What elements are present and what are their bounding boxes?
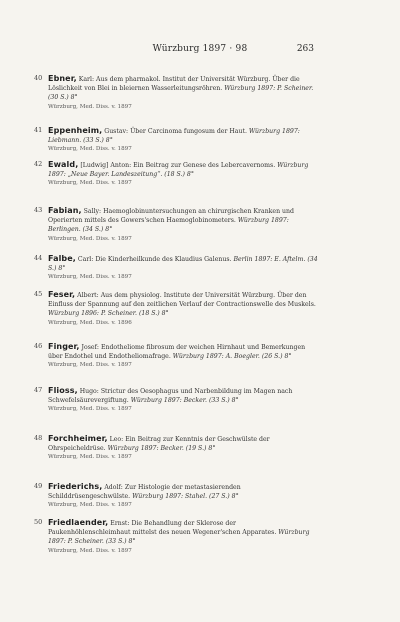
entry-publication: Würzburg 1897: Becker. (19 S.) 8°	[107, 445, 216, 453]
entry-title: Zur Histologie der metastasierenden Schilddrüsengeschwülste.	[48, 484, 241, 501]
page-number: 263	[296, 44, 314, 54]
entry-surname: Finger,	[48, 342, 80, 351]
entry-surname: Feser,	[48, 290, 76, 299]
entry-publication: Berlin 1897: E. Aftelm. (34 S.) 8°	[48, 256, 318, 273]
entry-number: 43	[34, 206, 43, 214]
entry-40	[34, 74, 318, 112]
entry-given-name: Sally:	[83, 208, 102, 215]
entry-surname: Flioss,	[48, 386, 78, 395]
entry-surname: Friederichs,	[48, 482, 103, 491]
entry-place: Würzburg, Med. Diss. v. 1897	[48, 362, 132, 369]
entry-title: Aus dem pharmakol. Institut der Universität Würzburg. Über die Löslichkeit von Blei in bleiernen Wasserleitungsröhren.	[48, 76, 300, 93]
entry-given-name: Adolf:	[104, 484, 123, 491]
entry-given-name: Karl:	[78, 76, 95, 83]
entry-place: Würzburg, Med. Diss. v. 1897	[48, 235, 132, 242]
entry-publication: Würzburg 1897: P. Scheiner. (30 S.) 8°	[48, 85, 314, 102]
entry-place: Würzburg, Med. Diss. v. 1897	[48, 103, 132, 110]
entry-surname: Eppenheim,	[48, 126, 103, 135]
entry-46	[34, 342, 318, 371]
entry-43	[34, 206, 318, 244]
entry-48	[34, 434, 318, 463]
entry-title: Die Behandlung der Sklerose der Paukenhöhlenschleimhaut mittelst des neuen Wegener'schen Apparates.	[48, 520, 277, 537]
entry-number: 46	[34, 342, 43, 350]
entry-surname: Ebner,	[48, 74, 77, 83]
entry-given-name: Albert:	[77, 292, 99, 299]
entry-number: 40	[34, 74, 43, 82]
entry-number: 41	[34, 126, 43, 134]
entry-given-name: Leo:	[109, 436, 124, 443]
entry-number: 44	[34, 254, 43, 262]
entry-title: Haemoglobinuntersuchungen an chirurgischen Kranken und Operierten mittels des Gowers'schen Haemoglobinometers.	[48, 208, 294, 225]
entry-given-name: Carl:	[77, 256, 94, 263]
entry-place: Würzburg, Med. Diss. v. 1897	[48, 406, 132, 413]
entry-number: 42	[34, 160, 43, 168]
entry-title: Ein Beitrag zur Genese des Lebercavernoms.	[133, 162, 276, 169]
entry-given-name: Gustav:	[104, 128, 129, 135]
entry-number: 49	[34, 482, 43, 490]
entry-publication: Würzburg 1897: P. Scheiner. (33 S.) 8°	[48, 529, 310, 546]
entry-49	[34, 482, 318, 511]
entry-publication: Würzburg 1897: Stahel. (27 S.) 8°	[132, 493, 239, 501]
entry-surname: Friedlaender,	[48, 518, 109, 527]
entry-41	[34, 126, 318, 155]
entry-44	[34, 254, 318, 283]
entry-title: Endotheliome fibrosum der weichen Hirnhaut und Bemerkungen über Endothel und Endotheliomafrage.	[48, 344, 306, 361]
entry-title: Die Kinderheilkunde des Klaudius Galenus.	[95, 256, 232, 263]
entry-publication: Würzburg 1897: Becker. (33 S.) 8°	[130, 397, 239, 405]
entry-47	[34, 386, 318, 415]
entry-title: Aus dem physiolog. Institute der Universität Würzburg. Über den Einfluss der Spannung auf den zeitlichen Verlauf der Contractionswelle des Muskels.	[48, 292, 316, 309]
running-title: Würzburg 1897 · 98	[152, 44, 248, 54]
entry-number: 50	[34, 518, 43, 526]
entry-place: Würzburg, Med. Diss. v. 1897	[48, 502, 132, 509]
entry-publication: Würzburg 1897: Berlingen. (34 S.) 8°	[48, 217, 289, 234]
entry-publication: Würzburg 1897: „Neue Bayer. Landeszeitung“. (18 S.) 8°	[48, 162, 309, 179]
entry-number: 45	[34, 290, 43, 298]
entry-place: Würzburg, Med. Diss. v. 1897	[48, 146, 132, 153]
entry-given-name: Josef:	[81, 344, 99, 351]
entry-45	[34, 290, 318, 328]
entry-place: Würzburg, Med. Diss. v. 1896	[48, 319, 132, 326]
entry-surname: Falbe,	[48, 254, 76, 263]
entry-publication: Würzburg 1897: Liebmann. (33 S.) 8°	[48, 128, 300, 145]
entry-given-name: [Ludwig] Anton:	[80, 162, 132, 169]
entry-surname: Forchheimer,	[48, 434, 108, 443]
entry-place: Würzburg, Med. Diss. v. 1897	[48, 454, 132, 461]
entry-surname: Ewald,	[48, 160, 79, 169]
entry-title: Strictur des Oesophagus und Narbenbildung im Magen nach Schwefelsäurevergiftung.	[48, 388, 293, 405]
entry-title: Ein Beitrag zur Kenntnis der Geschwülste der Ohrspeicheldrüse.	[48, 436, 270, 453]
entry-given-name: Ernst:	[110, 520, 130, 527]
entry-place: Würzburg, Med. Diss. v. 1897	[48, 274, 132, 281]
entry-number: 48	[34, 434, 43, 442]
entry-title: Über Carcinoma fungosum der Haut.	[130, 128, 247, 135]
entry-42	[34, 160, 318, 189]
entry-number: 47	[34, 386, 43, 394]
entry-place: Würzburg, Med. Diss. v. 1897	[48, 547, 132, 554]
entry-place: Würzburg, Med. Diss. v. 1897	[48, 180, 132, 187]
entry-publication: Würzburg 1897: A. Boegler. (26 S.) 8°	[172, 353, 292, 361]
entry-given-name: Hugo:	[79, 388, 99, 395]
entry-50	[34, 518, 318, 556]
entry-publication: Würzburg 1896: P. Scheiner. (18 S.) 8°	[48, 310, 169, 318]
entry-surname: Fabian,	[48, 206, 82, 215]
page-header	[0, 44, 400, 58]
